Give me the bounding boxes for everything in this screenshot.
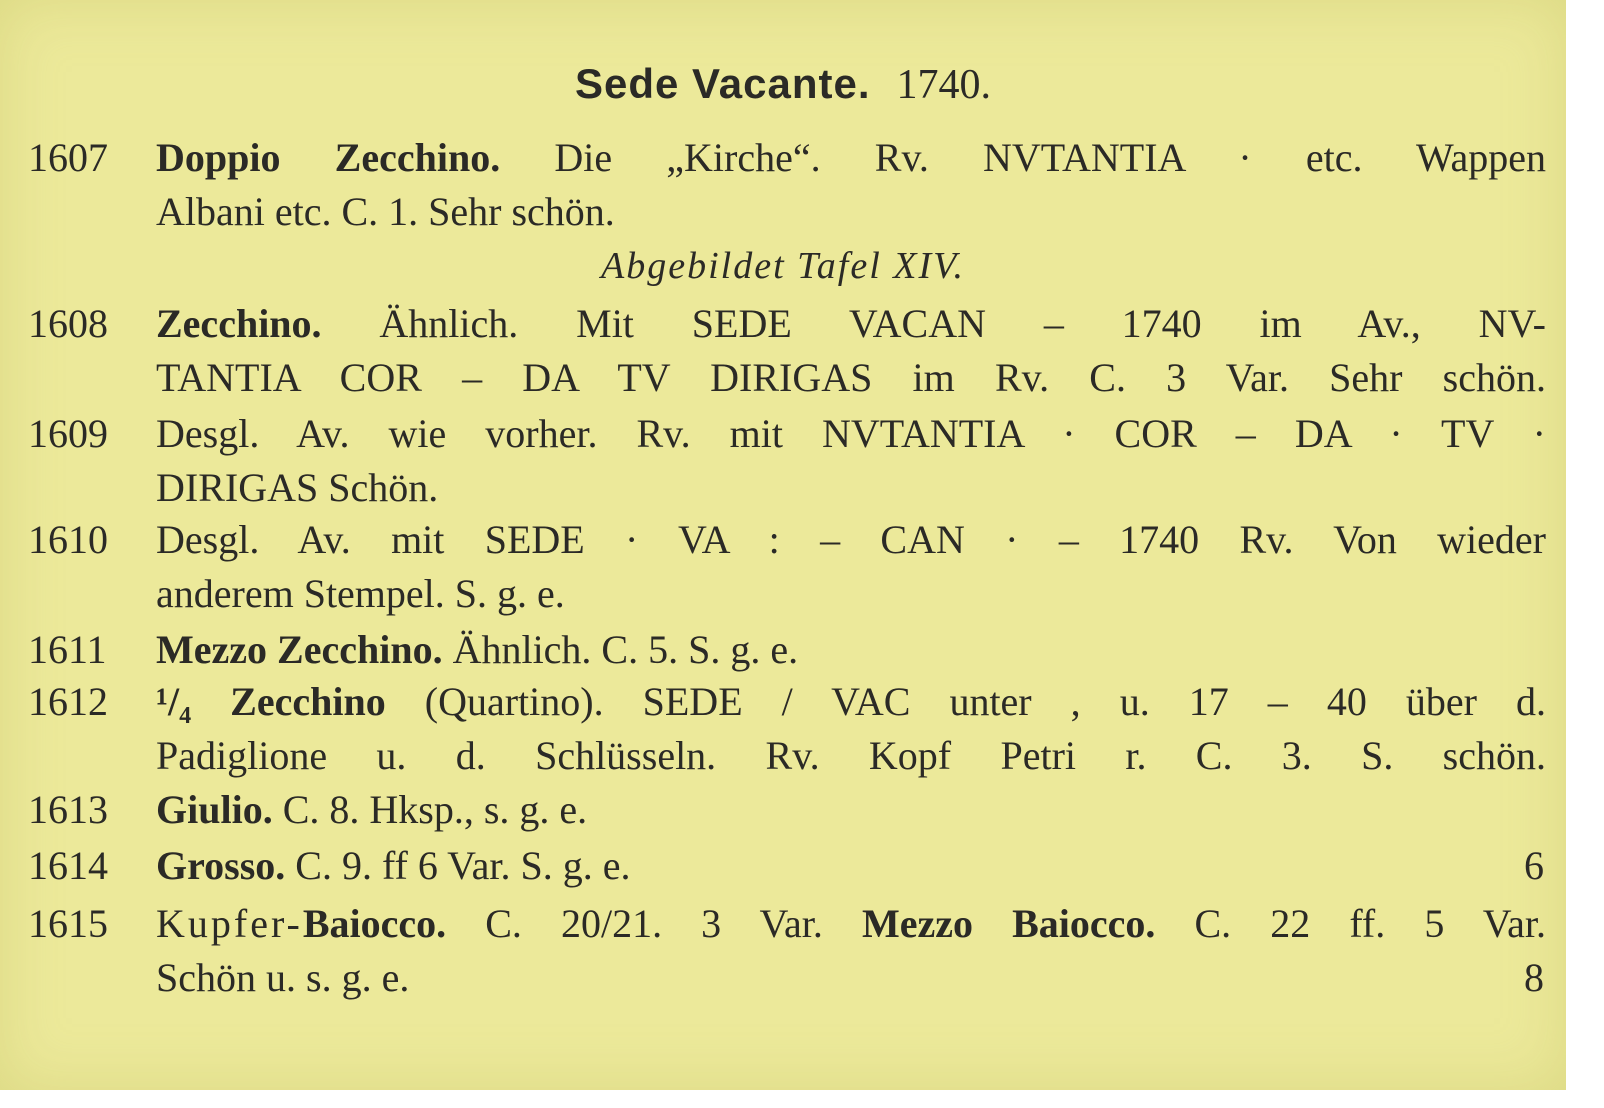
section-heading [0, 56, 1566, 113]
coin-name: Doppio Zecchino. [156, 135, 501, 180]
entry-line: Schön u. s. g. e. [156, 955, 410, 1000]
entry-line: Padiglione u. d. Schlüsseln. Rv. Kopf Petri r. C. 3. S. schön. [156, 733, 1546, 778]
entry-line: Albani etc. C. 1. Sehr schön. [156, 189, 615, 234]
entry-number: 1609 [28, 411, 108, 456]
entry-line [156, 296, 1546, 352]
entry-number: 1611 [28, 627, 107, 672]
coin-name: Baiocco. [302, 901, 447, 946]
material-prefix: Kupfer-Baiocco. [156, 901, 447, 946]
price: 8 [1524, 955, 1544, 1000]
entry-description: C. 20/21. 3 Var. [485, 901, 823, 946]
entry-number: 1608 [28, 301, 108, 346]
entry-line [156, 896, 1546, 952]
coin-name-secondary: Mezzo Baiocco. [861, 901, 1156, 946]
entry-description: Ähnlich. Mit SEDE VACAN – 1740 im Av., NV- [379, 301, 1546, 346]
entry-line [156, 674, 1546, 730]
entry-line [156, 838, 1546, 894]
entry-description: (Quartino). SEDE / VAC unter , u. 17 – 40 über d. [424, 679, 1547, 724]
entry-number: 1610 [28, 517, 108, 562]
price: 6 [1524, 843, 1544, 888]
coin-name: Mezzo Zecchino. [156, 627, 443, 672]
entry-description: Die „Kirche“. Rv. NVTANTIA · etc. Wappen [554, 135, 1546, 180]
heading-year: 1740. [896, 62, 991, 108]
entry-number: 1612 [28, 679, 108, 724]
entry-line [156, 622, 1546, 678]
coin-name: Zecchino. [156, 301, 322, 346]
coin-name: Grosso. [156, 843, 286, 888]
entry-number: 1614 [28, 843, 108, 888]
entry-number: 1607 [28, 135, 108, 180]
entry-description: Ähnlich. C. 5. S. g. e. [452, 627, 799, 672]
entry-line [156, 130, 1546, 186]
coin-name: Zecchino [230, 679, 386, 724]
plate-reference: Abgebildet Tafel XIV. [601, 245, 965, 287]
entry-number: 1615 [28, 901, 108, 946]
entry-line [156, 782, 1546, 838]
heading-title: Sede Vacante. [575, 60, 871, 107]
coin-name: Giulio. [156, 787, 273, 832]
entry-line: DIRIGAS Schön. [156, 465, 439, 510]
entry-line: TANTIA COR – DA TV DIRIGAS im Rv. C. 3 Var. Sehr schön. [156, 355, 1546, 400]
entry-line: Desgl. Av. wie vorher. Rv. mit NVTANTIA · COR – DA · TV · [156, 411, 1546, 456]
entry-description: C. 9. ff 6 Var. S. g. e. [295, 843, 631, 888]
entry-line: Desgl. Av. mit SEDE · VA : – CAN · – 1740 Rv. Von wieder [156, 517, 1546, 562]
fraction: ¹/₄ [156, 679, 192, 724]
entry-number: 1613 [28, 787, 108, 832]
entry-description-end: C. 22 ff. 5 Var. [1194, 901, 1547, 946]
entry-line: anderem Stempel. S. g. e. [156, 571, 565, 616]
entry-description: C. 8. Hksp., s. g. e. [282, 787, 588, 832]
